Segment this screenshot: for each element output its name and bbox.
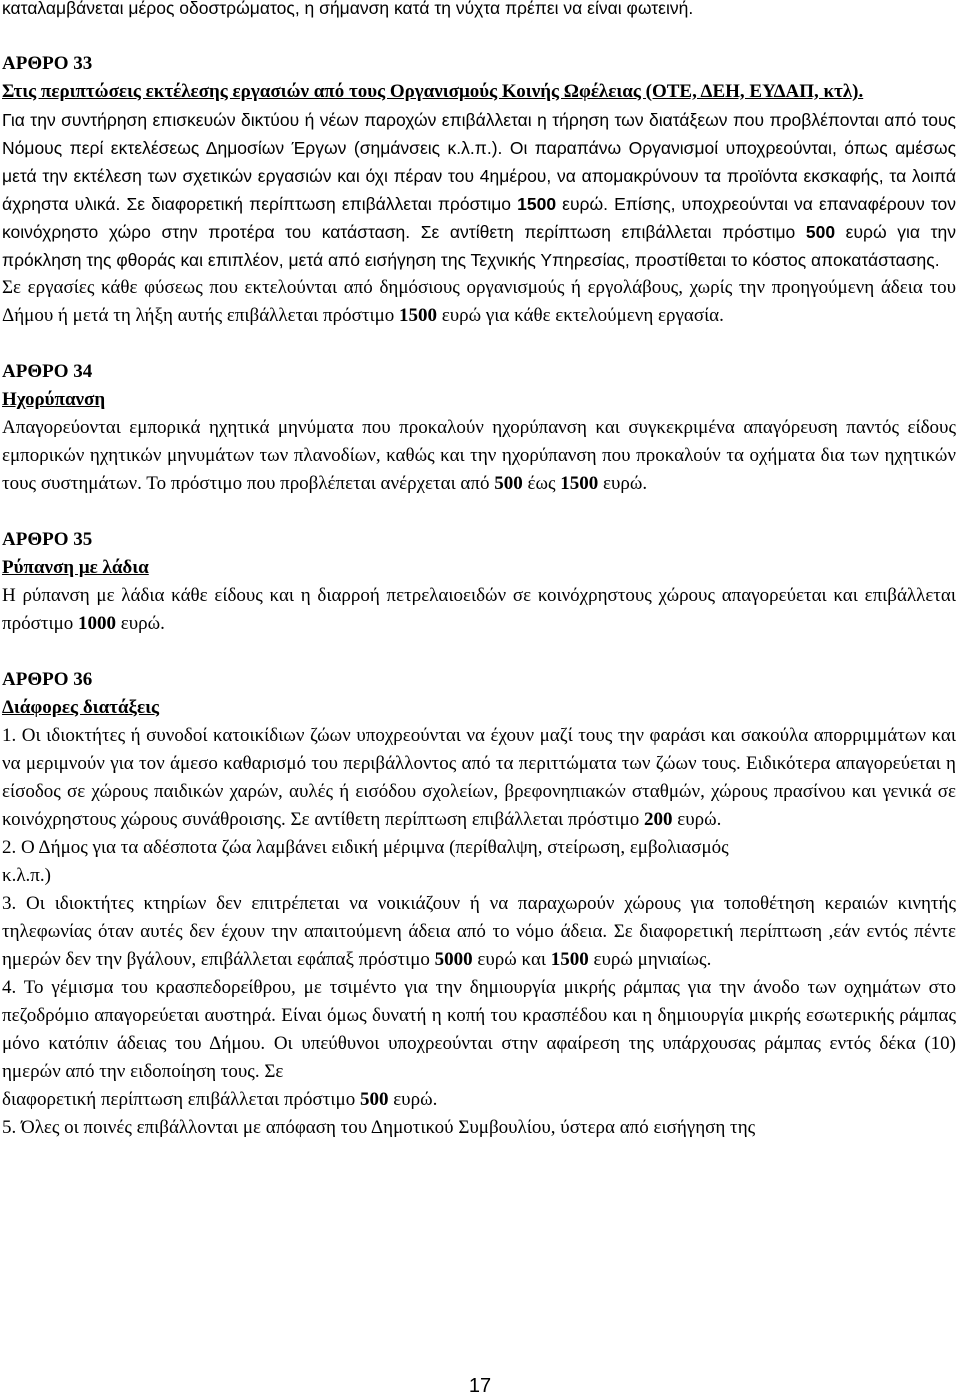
article-34-heading: Ηχορύπανση — [2, 389, 106, 410]
article-33-p2-tail: ευρώ για κάθε εκτελούμενη εργασία. — [437, 305, 724, 326]
article-33 — [2, 50, 956, 330]
article-33-p1-fine: 1500 — [517, 194, 557, 214]
article-35-heading: Ρύπανση με λάδια — [2, 557, 149, 578]
article-36-heading: Διάφορες διατάξεις — [2, 697, 160, 718]
article-34-p1-text: Απαγορεύονται εμπορικά ηχητικά μηνύματα που προκαλούν ηχορύπανση και συγκεκριμένα απαγόρευση παντός είδους εμπορικών ηχητικών μηνυμάτων των πλανοδίων, καθώς και την ηχορύπανση που προκαλούν τα οχήματα δια των ηχητικών τους συστημάτων. Το πρόστιμο που προβλέπεται ανέρχεται από — [2, 417, 956, 494]
page-number: 17 — [468, 1375, 492, 1397]
article-35-p1-tail: ευρώ. — [116, 613, 165, 634]
article-36-item-4-cont — [2, 1086, 956, 1114]
article-35-p1-fine: 1000 — [78, 613, 116, 634]
article-36-i3-fine-2: 1500 — [550, 949, 589, 970]
article-36-item-1 — [2, 722, 956, 834]
article-34-number: ΑΡΘΡΟ 34 — [2, 361, 93, 382]
article-33-paragraph-2 — [2, 274, 956, 330]
article-36-i4b-tail: ευρώ. — [388, 1089, 438, 1110]
spacer — [2, 330, 956, 358]
article-34-p1-min: 500 — [494, 473, 523, 494]
article-36-item-2-cont: κ.λ.π.) — [2, 865, 51, 886]
continuation-line: καταλαμβάνεται μέρος οδοστρώματος, η σήμανση κατά τη νύχτα πρέπει να είναι φωτεινή. — [2, 0, 694, 18]
spacer — [2, 22, 956, 50]
article-33-p1-tail: ευρώ. — [556, 194, 608, 214]
article-33-paragraph-1 — [2, 106, 956, 274]
article-36-i3-mid: ευρώ και — [472, 949, 551, 970]
article-35 — [2, 526, 956, 638]
article-33-p1b-tail: ευρώ για την πρόκληση της φθοράς και επιπλέον, μετά από εισήγηση της Τεχνικής Υπηρεσίας, προστίθεται το κόστος αποκατάστασης. — [2, 222, 957, 270]
article-35-paragraph-1 — [2, 582, 956, 638]
article-36-i3-fine-1: 5000 — [434, 949, 473, 970]
article-36-i3-text: 3. Οι ιδιοκτήτες κτηρίων δεν επιτρέπεται να νοικιάζουν ή να παραχωρούν χώρους για τοποθέτηση κεραιών κινητής τηλεφωνίας όταν αυτές δεν έχουν την απαιτούμενη άδεια από το νόμο άδεια. Σε διαφορετική περίπτωση ,εάν εντός πέντε ημερών δεν την βγάλουν, επιβάλλεται εφάπαξ πρόστιμο — [2, 893, 956, 970]
article-33-p2-text: Σε εργασίες κάθε φύσεως που εκτελούνται από δημόσιους οργανισμούς ή εργολάβους, χωρίς την προηγούμενη άδεια του Δήμου ή μετά τη λήξη αυτής επιβάλλεται πρόστιμο — [2, 277, 956, 326]
spacer — [2, 638, 956, 666]
article-36 — [2, 666, 956, 1142]
article-36-i4b-fine: 500 — [359, 1089, 389, 1110]
article-33-heading: Στις περιπτώσεις εκτέλεσης εργασιών από τους Οργανισμούς Κοινής Ωφέλειας (ΟΤΕ, ΔΕΗ, ΕΥΔΑΠ, κτλ). — [2, 81, 864, 102]
article-35-p1-text: Η ρύπανση με λάδια κάθε είδους και η διαρροή πετρελαιοειδών σε κοινόχρηστους χώρους απαγορεύεται και επιβάλλεται πρόστιμο — [2, 585, 956, 634]
article-33-number: ΑΡΘΡΟ 33 — [2, 53, 93, 74]
article-36-i1-text: 1. Οι ιδιοκτήτες ή συνοδοί κατοικίδιων ζώων υποχρεούνται να έχουν μαζί τους την φαράσι και σακούλα απορριμμάτων και να μεριμνούν για τον άμεσο καθαρισμό του περιβάλλοντος από τα περιττώματα των ζώων τους. Ειδικότερα απαγορεύεται η είσοδος σε χώρους παιδικών χαρών, αυλές ή εισόδου σχολείων, βρεφονηπιακών σταθμών, χώρους πρασίνου και γενικά σε κοινόχρηστους χώρους συνάθροισης. Σε αντίθετη περίπτωση επιβάλλεται πρόστιμο — [2, 725, 956, 830]
article-36-item-4: 4. Το γέμισμα του κρασπεδορείθρου, με τσιμέντο για την δημιουργία μικρής ράμπας για την άνοδο των οχημάτων στο πεζοδρόμιο απαγορεύεται αυστηρά. Είναι όμως δυνατή η κοπή του κρασπέδου και η δημιουργία μικρής εσωτερικής ράμπας μόνο κατόπιν άδειας του Δήμου. Οι υπεύθυνοι υποχρεούνται στην αφαίρεση της υπάρχουσας ράμπας εντός δέκα (10) ημερών από την ειδοποίηση τους. Σε — [2, 977, 956, 1082]
spacer — [2, 498, 956, 526]
article-36-i3-tail: ευρώ μηνιαίως. — [588, 949, 712, 970]
article-33-p1b-fine: 500 — [805, 222, 836, 242]
article-34-p1-mid: έως — [522, 473, 561, 494]
article-36-item-5: 5. Όλες οι ποινές επιβάλλονται με απόφαση του Δημοτικού Συμβουλίου, ύστερα από εισήγηση της — [2, 1117, 756, 1138]
article-36-item-3 — [2, 890, 956, 974]
article-34-p1-tail: ευρώ. — [598, 473, 648, 494]
article-36-number: ΑΡΘΡΟ 36 — [2, 669, 93, 690]
article-33-p2-fine: 1500 — [399, 305, 438, 326]
article-35-number: ΑΡΘΡΟ 35 — [2, 529, 93, 550]
article-34 — [2, 358, 956, 498]
article-34-p1-max: 1500 — [560, 473, 599, 494]
article-36-i4b-text: διαφορετική περίπτωση επιβάλλεται πρόστιμο — [2, 1089, 360, 1110]
article-33-p1b-text: Επίσης, υποχρεούνται να επαναφέρουν τον κοινόχρηστο χώρο στην προτέρα του κατάσταση. Σε αντίθετη περίπτωση επιβάλλεται πρόστιμο — [2, 194, 956, 242]
article-36-item-2: 2. Ο Δήμος για τα αδέσποτα ζώα λαμβάνει ειδική μέριμνα (περίθαλψη, στείρωση, εμβολιασμός — [2, 837, 729, 858]
article-36-i1-tail: ευρώ. — [672, 809, 722, 830]
article-34-paragraph-1 — [2, 414, 956, 498]
article-36-i1-fine: 200 — [644, 809, 673, 830]
article-33-p1-text: Για την συντήρηση επισκευών δικτύου ή νέων παροχών επιβάλλεται η τήρηση των διατάξεων που προβλέπονται από τους Νόμους περί εκτελέσεως Δημοσίων Έργων (σημάνσεις κ.λ.π.). Οι παραπάνω Οργανισμοί υποχρεούνται, όπως αμέσως μετά την εκτέλεση των σχετικών εργασιών και όχι πέραν του 4ημέρου, να απομακρύνουν τα προϊόντα εκσκαφής, τα λοιπά άχρηστα υλικά. Σε διαφορετική περίπτωση επιβάλλεται πρόστιμο — [2, 110, 956, 214]
